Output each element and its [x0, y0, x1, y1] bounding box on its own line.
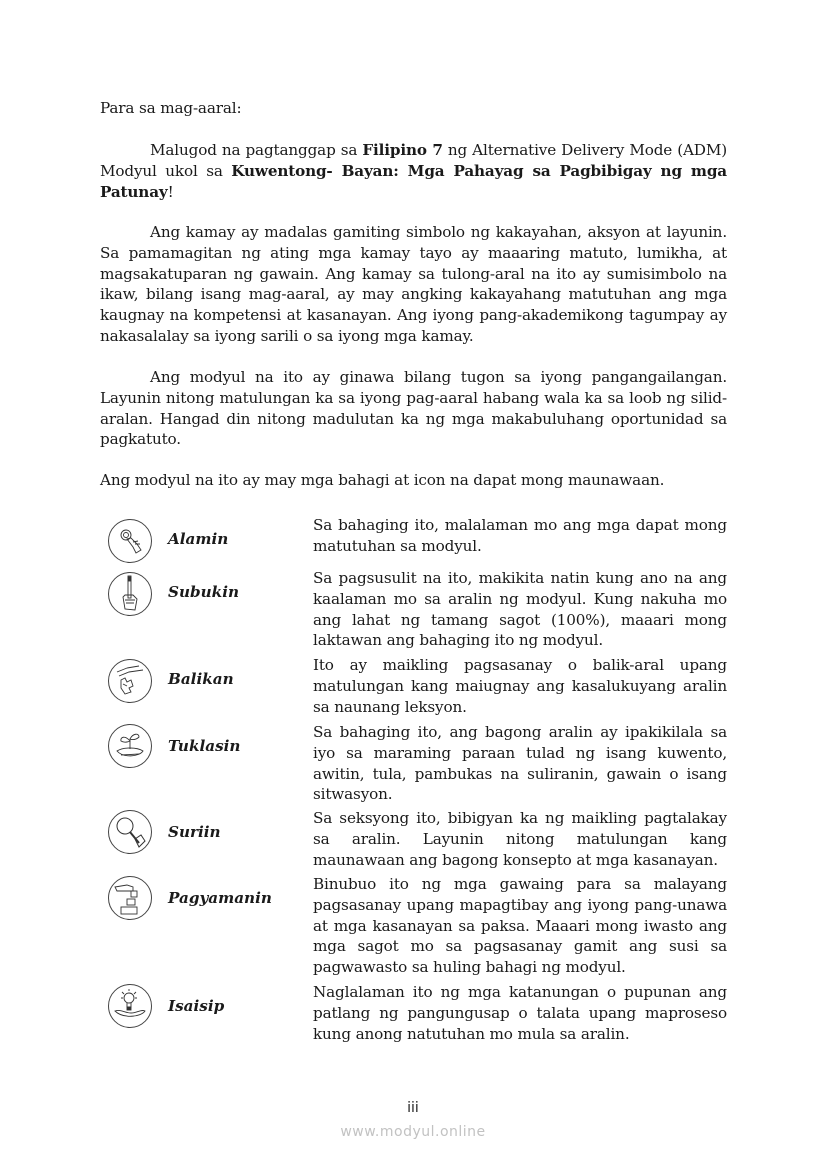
part-description: Sa pagsusulit na ito, makikita natin kung ano na ang kaalaman mo sa aralin ng modyul. Kung nakuha mo ang lahat ng tamang sagot (100%), maaari mong laktawan ang bahaging ito ng modyul.: [313, 569, 727, 650]
part-label: Tuklasin: [168, 737, 241, 755]
part-label: Isaisip: [168, 997, 225, 1015]
hand-stacking-blocks-icon: [108, 876, 152, 920]
part-description: Ito ay maikling pagsasanay o balik-aral upang matulungan kang maiugnay ang kasalukuyang aralin sa naunang leksyon.: [313, 656, 727, 716]
hand-lightbulb-icon: [108, 984, 152, 1028]
part-label: Subukin: [168, 583, 240, 601]
part-description: Binubuo ito ng mga gawaing para sa malayang pagsasanay upang mapagtibay ang iyong pang-unawa at mga kasanayan sa paksa. Maaari mong iwasto ang mga sagot mo sa pagsasanay gamit ang susi sa pagwawasto sa huling bahagi ng modyul.: [313, 875, 727, 977]
hand-pointing-icon: [108, 519, 152, 563]
watermark: www.modyul.online: [340, 1124, 486, 1140]
part-label: Alamin: [168, 530, 229, 548]
module-title: Kuwentong- Bayan: Mga Pahayag sa Pagbibigay ng mga Patunay: [100, 161, 727, 201]
part-label: Pagyamanin: [168, 889, 272, 907]
parts-intro: Ang modyul na ito ay may mga bahagi at icon na dapat mong maunawaan.: [100, 471, 665, 489]
hand-puzzle-icon: [108, 659, 152, 703]
module-purpose-paragraph: Ang modyul na ito ay ginawa bilang tugon sa iyong pangangailangan. Layunin nitong matulungan ka sa iyong pag-aaral habang wala ka sa loob ng silid-aralan. Hangad din nitong madulutan ka ng mga makabuluhang oportunidad sa pagkatuto.: [100, 368, 727, 449]
part-description: Naglalaman ito ng mga katanungan o pupunan ang patlang ng pangungusap o talata upang maproseso kung anong natutuhan mo mula sa aralin.: [313, 983, 727, 1043]
hand-seedling-icon: [108, 724, 152, 768]
welcome-paragraph: Malugod na pagtanggap sa Filipino 7 ng Alternative Delivery Mode (ADM) Modyul ukol sa Kuwentong- Bayan: Mga Pahayag sa Pagbibigay ng mga Patunay!: [100, 141, 727, 201]
hand-holding-pencil-icon: [108, 572, 152, 616]
part-description: Sa seksyong ito, bibigyan ka ng maikling pagtalakay sa aralin. Layunin nitong matulungan kang maunawaan ang bagong konsepto at mga kasanayan.: [313, 809, 727, 869]
page-number: iii: [407, 1100, 419, 1116]
part-label: Suriin: [168, 823, 221, 841]
part-description: Sa bahaging ito, malalaman mo ang mga dapat mong matutuhan sa modyul.: [313, 516, 727, 555]
greeting: Para sa mag-aaral:: [100, 99, 242, 117]
part-label: Balikan: [168, 670, 234, 688]
part-description: Sa bahaging ito, ang bagong aralin ay ipakikilala sa iyo sa maraming paraan tulad ng isang kuwento, awitin, tula, pambukas na suliranin, gawain o isang sitwasyon.: [313, 723, 727, 804]
subject-name: Filipino 7: [362, 141, 443, 159]
magnifying-glass-icon: [108, 810, 152, 854]
hands-paragraph: Ang kamay ay madalas gamiting simbolo ng kakayahan, aksyon at layunin. Sa pamamagitan ng ating mga kamay tayo ay maaaring matuto, lumikha, at magsakatuparan ng gawain. Ang kamay sa tulong-aral na ito ay sumisimbolo na ikaw, bilang isang mag-aaral, ay may angking kakayahang matutuhan ang mga kaugnay na kompetensi at kasanayan. Ang iyong pang-akademikong tagumpay ay nakasalalay sa iyong sarili o sa iyong mga kamay.: [100, 223, 727, 345]
